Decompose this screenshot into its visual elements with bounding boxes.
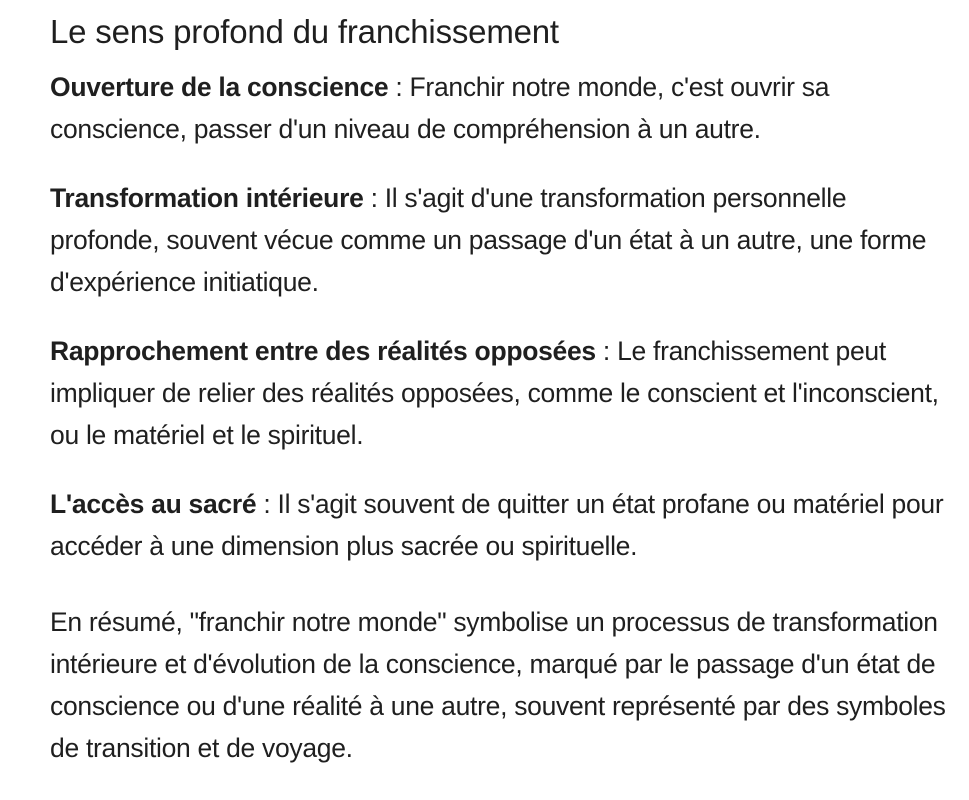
section-term: Ouverture de la conscience: [50, 72, 389, 102]
section-separator: :: [363, 183, 385, 213]
page-title: Le sens profond du franchissement: [50, 13, 559, 50]
summary-paragraph: En résumé, "franchir notre monde" symbolise un processus de transformation intérieure et d'évolution de la conscience, marqué par le passage d'un état de conscience ou d'une réalité à une autre, souvent représenté par des symboles de transition et de voyage.: [50, 607, 946, 763]
section-transformation: [50, 177, 962, 303]
section-text: Le franchissement peut impliquer de relier des réalités opposées, comme le conscient et l'inconscient, ou le matériel et le spirituel.: [50, 336, 939, 450]
section-separator: :: [595, 336, 618, 366]
article: [50, 8, 962, 796]
section-rapprochement: [50, 330, 962, 456]
section-term: Rapprochement entre des réalités opposées: [50, 336, 596, 366]
section-text: Il s'agit d'une transformation personnelle profonde, souvent vécue comme un passage d'un état à un autre, une forme d'expérience initiatique.: [50, 183, 927, 297]
section-separator: :: [388, 72, 410, 102]
section-ouverture: [50, 66, 962, 150]
section-text: Franchir notre monde, c'est ouvrir sa conscience, passer d'un niveau de compréhension à un autre.: [50, 72, 830, 144]
section-sacre: [50, 483, 962, 567]
section-text: Il s'agit souvent de quitter un état profane ou matériel pour accéder à une dimension plus sacrée ou spirituelle.: [50, 489, 944, 561]
section-separator: :: [256, 489, 278, 519]
section-term: Transformation intérieure: [50, 183, 364, 213]
section-term: L'accès au sacré: [50, 489, 257, 519]
